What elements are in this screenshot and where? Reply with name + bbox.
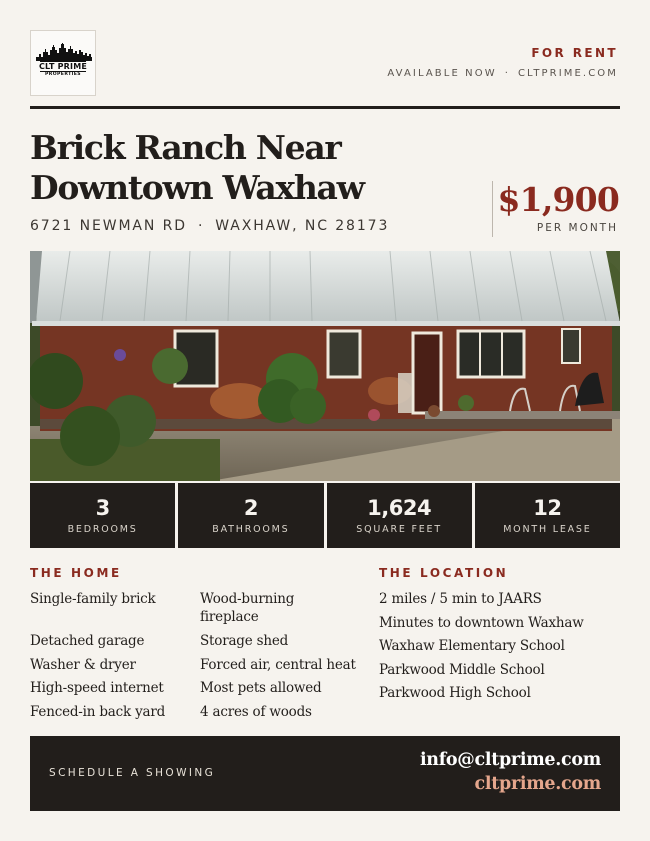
schedule-showing-cta[interactable]: SCHEDULE A SHOWING	[49, 767, 216, 779]
title-line-1: Brick Ranch Near	[30, 128, 341, 167]
stat-lease	[475, 483, 620, 548]
site-link[interactable]: CLTPRIME.COM	[517, 68, 618, 79]
home-feature: Wood-burning fireplace	[200, 591, 295, 625]
address-separator: ·	[197, 218, 205, 234]
street-address: 6721 NEWMAN RD	[30, 218, 187, 234]
stat-label: BEDROOMS	[67, 524, 138, 535]
location-feature: Parkwood High School	[379, 685, 531, 701]
home-feature: Detached garage	[30, 633, 145, 649]
stats-bar	[30, 483, 620, 548]
stat-label: SQUARE FEET	[356, 524, 442, 535]
location-feature: Waxhaw Elementary School	[379, 638, 565, 654]
home-feature: Forced air, central heat	[200, 657, 356, 673]
title-line-2: Downtown Waxhaw	[30, 168, 364, 207]
stat-value: 2	[243, 496, 258, 520]
location-feature: Parkwood Middle School	[379, 662, 545, 678]
city-state-zip: WAXHAW, NC 28173	[215, 218, 390, 234]
logo-subtitle: PROPERTIES	[45, 72, 81, 77]
stat-bedrooms	[30, 483, 175, 548]
listing-title	[30, 128, 470, 208]
location-feature: Minutes to downtown Waxhaw	[379, 615, 584, 631]
contact-email-link[interactable]: info@cltprime.com	[419, 750, 601, 770]
location-feature: 2 miles / 5 min to JAARS	[379, 591, 542, 607]
home-feature: 4 acres of woods	[200, 704, 312, 720]
home-feature: Washer & dryer	[30, 657, 136, 673]
price-divider	[492, 181, 493, 237]
stat-label: MONTH LEASE	[503, 524, 592, 535]
logo-name: CLT PRIME	[38, 62, 88, 71]
header-tagline	[387, 68, 618, 79]
company-logo	[30, 30, 96, 96]
stat-value: 3	[95, 496, 110, 520]
stat-value: 12	[533, 496, 562, 520]
house-photo	[30, 251, 620, 481]
header-divider	[30, 106, 620, 109]
home-heading: THE HOME	[30, 566, 122, 580]
stat-label: BATHROOMS	[212, 524, 290, 535]
home-feature: High-speed internet	[30, 680, 164, 696]
contact-footer	[30, 736, 620, 811]
home-feature: Fenced-in back yard	[30, 704, 166, 720]
skyline-icon	[34, 43, 94, 61]
home-feature: Single-family brick	[30, 591, 156, 607]
price-period: PER MONTH	[536, 222, 618, 234]
rent-price: $1,900	[497, 180, 619, 219]
listing-address	[30, 218, 389, 234]
home-feature: Storage shed	[200, 633, 289, 649]
home-feature: Most pets allowed	[200, 680, 322, 696]
listing-status: FOR RENT	[531, 46, 618, 60]
location-heading: THE LOCATION	[379, 566, 509, 580]
website-link[interactable]: cltprime.com	[474, 774, 601, 794]
stat-bathrooms	[178, 483, 323, 548]
tagline-separator: ·	[504, 68, 510, 79]
stat-square-feet	[327, 483, 472, 548]
stat-value: 1,624	[367, 496, 432, 520]
availability-text: AVAILABLE NOW	[387, 68, 497, 79]
